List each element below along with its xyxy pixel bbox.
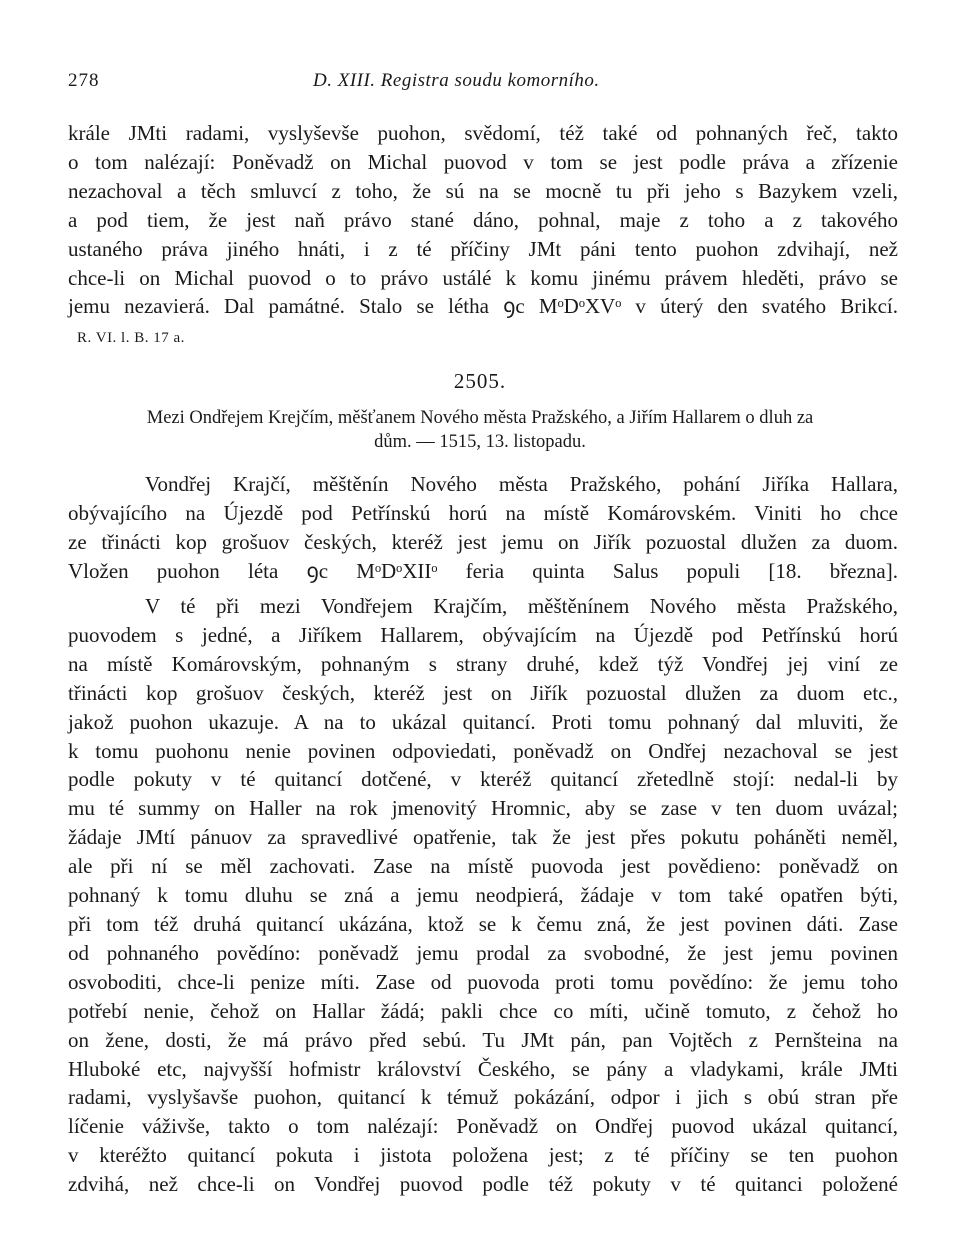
text-line: k tomu puohonu nenie povinen odpoviedati, poněvadž on Ondřej nezachoval se jest bbox=[68, 738, 898, 763]
document-summary bbox=[80, 406, 880, 454]
text-line: a pod tiem, že jest naň právo stané dáno, pohnal, maje z toho a z takového bbox=[68, 207, 898, 232]
text-line: jakož puohon ukazuje. A na to ukázal quitancí. Proti tomu pohnaný dal mluviti, že bbox=[68, 709, 898, 734]
text-line: radami, vyslyšavše puohon, quitancí k témuž pokázání, odpor i jich s obú stran pře bbox=[68, 1085, 898, 1110]
text-line: při tom též druhá quitancí ukázána, ktož se k čemu zná, že jest povinen dáti. Zase bbox=[68, 911, 898, 936]
text-line: krále JMti radami, vyslyševše puohon, svědomí, též také od pohnaných řeč, takto bbox=[68, 121, 898, 145]
text-line: jemu nezavierá. Dal památné. Stalo se létha ꝯc MᵒDᵒXVᵒ v úterý den svatého Brikcí. bbox=[68, 294, 898, 319]
text-line: zdvihá, než chce-li on Vondřej puovod podle též pokuty v té quitanci položené bbox=[68, 1172, 898, 1197]
text-line: potřebí nenie, čehož on Hallar žádá; pakli chce co míti, učině tomuto, z čehož ho bbox=[68, 998, 898, 1023]
paragraph-2 bbox=[68, 470, 898, 586]
page-header bbox=[68, 70, 898, 100]
text-line: osvoboditi, chce-li penize míti. Zase od puovoda proti tomu povědíno: že jemu toho bbox=[68, 969, 898, 994]
paragraph-3 bbox=[68, 592, 898, 1199]
text-line: žádaje JMtí pánuov za spravedlivé opatřenie, tak že jest přes pokutu poháněti neměl, bbox=[68, 825, 898, 850]
text-line: Hluboké etc, najvyšší hofmistr království Českého, se pány a vladykami, krále JMti bbox=[68, 1056, 898, 1081]
text-line: obývajícího na Újezdě pod Petřínskú horú na místě Komárovském. Viniti ho chce bbox=[68, 500, 898, 525]
summary-line: dům. — 1515, 13. listopadu. bbox=[374, 432, 586, 452]
text-line: o tom nalézají: Poněvadž on Michal puovod v tom se jest podle práva a zřízenie bbox=[68, 149, 898, 174]
text-line: Vondřej Krajčí, měštěnín Nového města Pražského, pohání Jiříka Hallara, bbox=[145, 472, 898, 496]
text-line: na místě Komárovským, pohnaným s strany druhé, kdež týž Vondřej jej viní ze bbox=[68, 651, 898, 676]
text-line: ze třinácti kop grošuov českých, kteréž jest jemu on Jiřík pozuostal dlužen za duom. bbox=[68, 529, 898, 554]
text-line: od pohnaného povědíno: poněvadž jemu prodal za svobodné, že jest jemu povinen bbox=[68, 940, 898, 965]
summary-line: Mezi Ondřejem Krejčím, měšťanem Nového města Pražského, a Jiřím Hallarem o dluh za bbox=[146, 408, 814, 428]
text-line: mu té summy on Haller na rok jmenovitý Hromnic, aby se zase v ten duom uvázal; bbox=[68, 796, 898, 821]
running-title: D. XIII. Registra soudu komorního. bbox=[313, 70, 600, 91]
text-line: třinácti kop grošuov českých, kteréž jest on Jiřík pozuostal dlužen za duom etc., bbox=[68, 680, 898, 705]
text-line: pohnaný k tomu dluhu se zná a jemu neodpierá, žádaje v tom také opatřen býti, bbox=[68, 883, 898, 908]
source-reference: R. VI. l. B. 17 a. bbox=[77, 330, 185, 346]
page-number: 278 bbox=[68, 70, 100, 91]
text-line: nezachoval a těch smluvcí z toho, že sú na se mocně tu při jeho s Bazykem vzeli, bbox=[68, 178, 898, 203]
text-line: Vložen puohon léta ꝯc MᵒDᵒXIIᵒ feria quinta Salus populi [18. března]. bbox=[68, 558, 898, 583]
text-line: ale při ní se měl zachovati. Zase na místě puovoda jest povědieno: poněvadž on bbox=[68, 854, 898, 879]
text-line: puovodem s jedné, a Jiříkem Hallarem, obývajícím na Újezdě pod Petřínskú horú bbox=[68, 622, 898, 647]
text-line: on žene, dosti, že má právo před sebú. Tu JMt pán, pan Vojtěch z Pernšteina na bbox=[68, 1027, 898, 1052]
text-line: ustaného práva jiného hnáti, i z té příčiny JMt páni tento puohon zdvihají, než bbox=[68, 236, 898, 261]
text-line: V té při mezi Vondřejem Krajčím, měštěnínem Nového města Pražského, bbox=[145, 594, 898, 618]
paragraph-1 bbox=[68, 119, 898, 321]
text-line: v kteréžto quitancí pokuta i jistota položena jest; z té příčiny se ten puohon bbox=[68, 1143, 898, 1168]
document-number: 2505. bbox=[453, 369, 507, 393]
text-line: chce-li on Michal puovod o to právo ustálé k komu jinému právem hleděti, právo se bbox=[68, 265, 898, 290]
text-line: líčenie váživše, takto o tom nalézají: Poněvadž on Ondřej puovod ukázal quitancí, bbox=[68, 1114, 898, 1139]
text-line: podle pokuty v té quitancí dotčené, v kteréž quitancí zřetedlně stojí: nedal-li by bbox=[68, 767, 898, 792]
